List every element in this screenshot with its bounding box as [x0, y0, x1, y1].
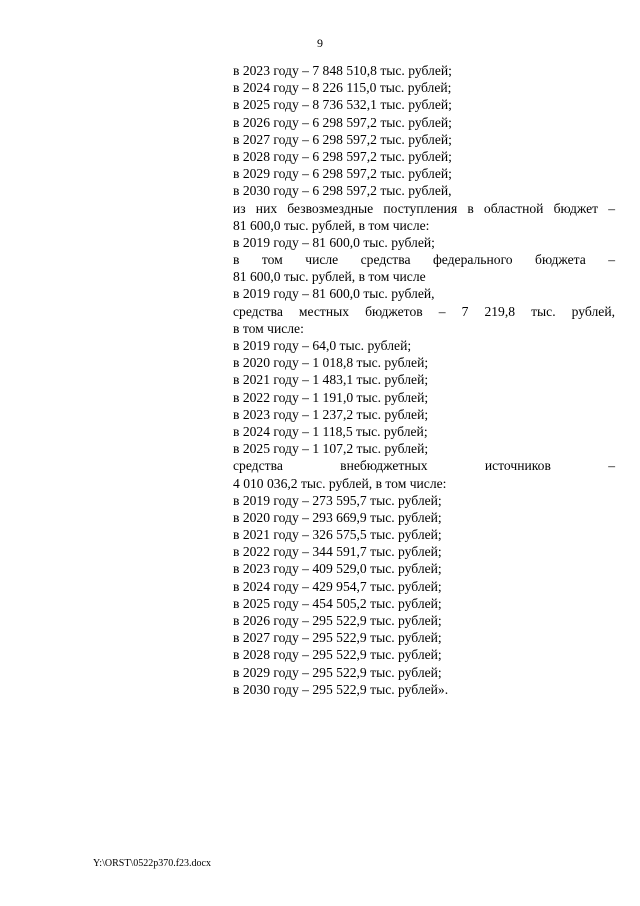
text-line: в 2021 году – 326 575,5 тыс. рублей;: [233, 527, 442, 543]
text-line: из них безвозмездные поступления в областной бюджет –: [233, 200, 615, 216]
text-line: в 2026 году – 295 522,9 тыс. рублей;: [233, 613, 442, 628]
text-line: в 2029 году – 295 522,9 тыс. рублей;: [233, 664, 442, 680]
text-line: в том числе:: [233, 320, 304, 336]
text-line: в 2023 году – 1 237,2 тыс. рублей;: [233, 406, 429, 422]
text-line: в 2019 году – 81 600,0 тыс. рублей;: [233, 234, 435, 250]
text-line: в 2019 году – 273 595,7 тыс. рублей;: [233, 492, 442, 508]
text-line: в 2025 году – 1 107,2 тыс. рублей;: [233, 441, 429, 457]
text-line: в 2025 году – 8 736 532,1 тыс. рублей;: [233, 97, 452, 113]
text-line: в 2021 году – 1 483,1 тыс. рублей;: [233, 372, 429, 388]
text-line: в 2024 году – 1 118,5 тыс. рублей;: [233, 423, 428, 439]
text-line: в 2028 году – 295 522,9 тыс. рублей;: [233, 647, 442, 663]
text-line: 4 010 036,2 тыс. рублей, в том числе:: [233, 475, 447, 491]
text-line: средства местных бюджетов – 7 219,8 тыс. рублей,: [233, 303, 615, 319]
text-line: в 2023 году – 409 529,0 тыс. рублей;: [233, 561, 442, 577]
text-line: в 2028 году – 6 298 597,2 тыс. рублей;: [233, 148, 452, 164]
text-line: в 2022 году – 344 591,7 тыс. рублей;: [233, 544, 442, 560]
text-line: в том числе средства федерального бюджета –: [233, 252, 615, 268]
text-line: в 2022 году – 1 191,0 тыс. рублей;: [233, 389, 429, 405]
text-line: в 2030 году – 295 522,9 тыс. рублей».: [233, 681, 449, 697]
text-line: в 2023 году – 7 848 510,8 тыс. рублей;: [233, 63, 452, 78]
text-line: в 2019 году – 64,0 тыс. рублей;: [233, 338, 412, 353]
text-line: 81 600,0 тыс. рублей, в том числе: [233, 269, 426, 285]
text-line: в 2029 году – 6 298 597,2 тыс. рублей;: [233, 166, 452, 182]
text-line: в 2020 году – 293 669,9 тыс. рублей;: [233, 509, 442, 525]
footer-file-path: Y:\ORST\0522p370.f23.docx: [93, 858, 211, 869]
text-line: в 2027 году – 6 298 597,2 тыс. рублей;: [233, 131, 452, 147]
text-line: в 2024 году – 429 954,7 тыс. рублей;: [233, 578, 442, 594]
page-number: 9: [317, 36, 323, 50]
text-line: в 2030 году – 6 298 597,2 тыс. рублей,: [233, 183, 452, 199]
text-line: в 2027 году – 295 522,9 тыс. рублей;: [233, 630, 442, 646]
text-line: в 2020 году – 1 018,8 тыс. рублей;: [233, 355, 429, 371]
text-line: в 2019 году – 81 600,0 тыс. рублей,: [233, 286, 435, 302]
document-body: [233, 62, 615, 698]
text-line: в 2024 году – 8 226 115,0 тыс. рублей;: [233, 80, 452, 96]
text-line: в 2026 году – 6 298 597,2 тыс. рублей;: [233, 114, 452, 130]
text-line: средства внебюджетных источников –: [233, 458, 615, 474]
text-line: 81 600,0 тыс. рублей, в том числе:: [233, 217, 430, 233]
text-line: в 2025 году – 454 505,2 тыс. рублей;: [233, 595, 442, 611]
